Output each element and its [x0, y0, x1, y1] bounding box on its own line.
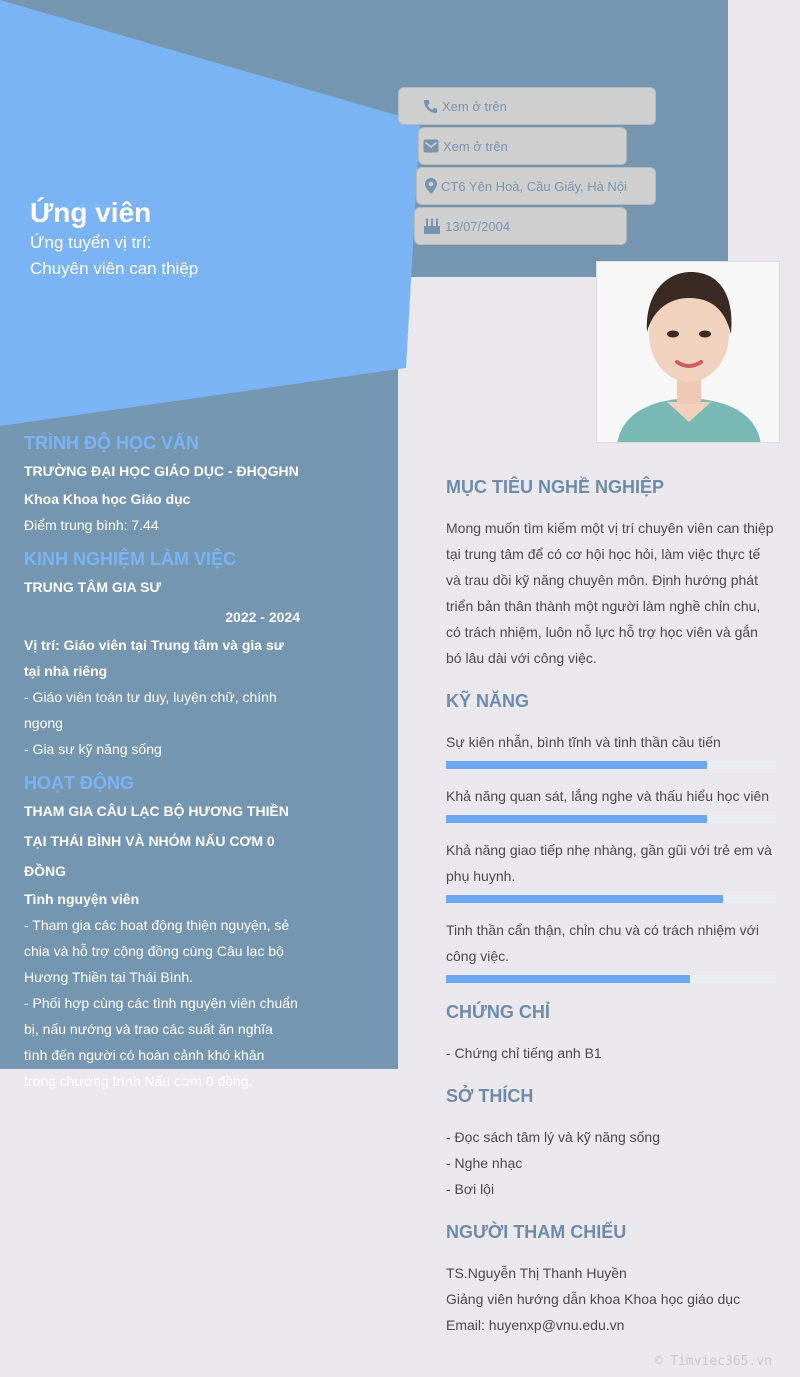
references-title: NGƯỜI THAM CHIẾU	[446, 1222, 627, 1242]
right-column	[446, 474, 776, 1338]
education-school: TRƯỜNG ĐẠI HỌC GIÁO DỤC - ĐHQGHN	[24, 463, 299, 479]
contact-birthday-text: 13/07/2004	[445, 218, 511, 234]
skill-label: Khả năng quan sát, lắng nghe và thấu hiểu học viên	[446, 788, 770, 804]
candidate-name: Ứng viên	[30, 197, 152, 228]
applied-position: Chuyên viên can thiệp	[30, 259, 199, 278]
hobby-item: - Nghe nhạc	[446, 1155, 523, 1171]
phone-icon	[423, 99, 438, 114]
contact-birthday	[414, 207, 627, 245]
candidate-header	[30, 196, 198, 282]
hobbies-title: SỞ THÍCH	[446, 1086, 534, 1106]
contact-email	[418, 127, 627, 165]
skills-title: KỸ NĂNG	[446, 691, 530, 711]
education-gpa: Điểm trung bình: 7.44	[24, 517, 159, 533]
reference-description: Giảng viên hướng dẫn khoa Khoa học giáo dục	[446, 1291, 741, 1307]
experience-title: KINH NGHIỆM LÀM VIỆC	[24, 549, 237, 569]
skill-label: Sự kiên nhẫn, bình tĩnh và tinh thần cầu tiến	[446, 734, 721, 750]
skills-list	[446, 729, 776, 983]
watermark: © Timviec365.vn	[654, 1354, 772, 1369]
candidate-photo	[596, 261, 780, 443]
portrait-illustration	[597, 262, 780, 443]
skill-bar-track	[446, 761, 776, 769]
envelope-icon	[423, 139, 439, 153]
contact-email-text: Xem ở trên	[443, 138, 508, 154]
skill-bar-track	[446, 895, 776, 903]
skill-bar-track	[446, 815, 776, 823]
map-marker-icon	[425, 178, 437, 194]
reference-name: TS.Nguyễn Thị Thanh Huyền	[446, 1265, 627, 1281]
contact-address-text: CT6 Yên Hoà, Cầu Giấy, Hà Nội	[441, 178, 627, 194]
skill-bar-fill	[446, 761, 707, 769]
objective-text: Mong muốn tìm kiếm một vị trí chuyên viên can thiệp tại trung tâm để có cơ hội học hỏi, làm việc thực tế và trau dồi kỹ năng chuyên môn. Định hướng phát triển bản thân thành một người làm nghề chỉn chu, có trách nhiệm, luôn nỗ lực hỗ trợ học viên và gắn bó lâu dài với công việc.	[446, 520, 774, 666]
contact-address	[416, 167, 656, 205]
hobby-item: - Bơi lội	[446, 1181, 495, 1197]
experience-duty-2: - Gia sư kỹ năng sống	[24, 741, 162, 757]
certificate-item: - Chứng chỉ tiếng anh B1	[446, 1045, 602, 1061]
skill-bar-fill	[446, 895, 723, 903]
skill-bar-fill	[446, 815, 707, 823]
objective-title: MỤC TIÊU NGHỀ NGHIỆP	[446, 477, 665, 497]
left-column	[24, 430, 300, 1094]
hobby-item: - Đọc sách tâm lý và kỹ năng sống	[446, 1129, 660, 1145]
education-faculty: Khoa Khoa học Giáo dục	[24, 491, 191, 507]
experience-role: Vị trí: Giáo viên tại Trung tâm và gia sư tại nhà riêng	[24, 637, 284, 679]
skill-label: Tinh thần cẩn thận, chỉn chu và có trách nhiệm với công việc.	[446, 922, 759, 964]
experience-duty-1: - Giáo viên toán tư duy, luyện chữ, chính ngọng	[24, 689, 277, 731]
skill-bar-track	[446, 975, 776, 983]
activities-org: THAM GIA CÂU LẠC BỘ HƯƠNG THIỀN TẠI THÁI BÌNH VÀ NHÓM NẤU CƠM 0 ĐỒNG	[24, 803, 289, 879]
birthday-cake-icon	[423, 218, 441, 234]
education-title: TRÌNH ĐỘ HỌC VẤN	[24, 433, 199, 453]
activities-title: HOẠT ĐỘNG	[24, 773, 134, 793]
skill-label: Khả năng giao tiếp nhẹ nhàng, gần gũi với trẻ em và phụ huynh.	[446, 842, 772, 884]
contact-phone-text: Xem ở trên	[442, 98, 507, 114]
experience-company: TRUNG TÂM GIA SƯ	[24, 579, 162, 595]
experience-period: 2022 - 2024	[225, 609, 300, 625]
activities-item-2: - Phối hợp cùng các tình nguyện viên chuẩn bị, nấu nướng và trao các suất ăn nghĩa tình đến người có hoàn cảnh khó khăn trong chương trình Nấu cơm 0 đồng.	[24, 995, 298, 1089]
certificates-title: CHỨNG CHỈ	[446, 1002, 550, 1022]
activities-item-1: - Tham gia các hoạt động thiện nguyện, sẻ chia và hỗ trợ cộng đồng cùng Câu lạc bộ Hương Thiền tại Thái Bình.	[24, 917, 290, 985]
apply-label: Ứng tuyển vị trí:	[30, 233, 152, 252]
reference-email: Email: huyenxp@vnu.edu.vn	[446, 1317, 625, 1333]
contact-phone	[398, 87, 656, 125]
activities-role: Tình nguyện viên	[24, 891, 140, 907]
skill-bar-fill	[446, 975, 690, 983]
